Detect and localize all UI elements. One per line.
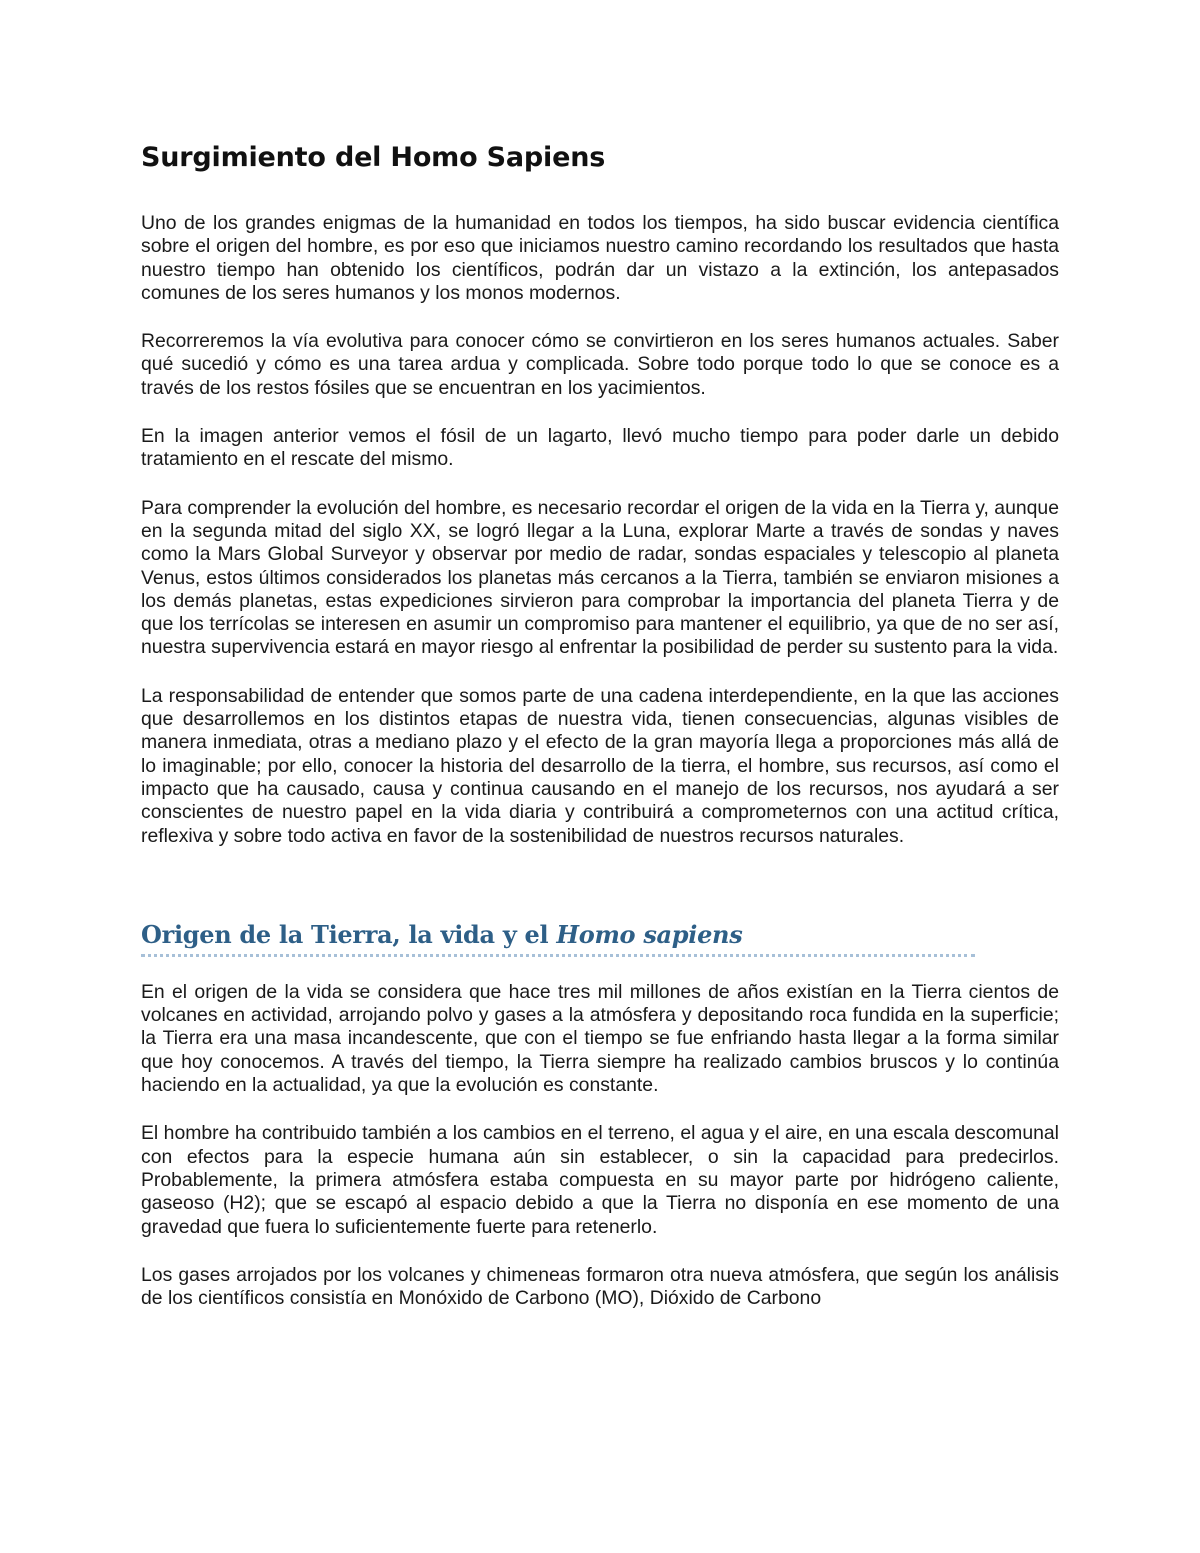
paragraph: Para comprender la evolución del hombre, es necesario recordar el origen de la vida en la Tierra y, aunque en la segunda mitad del siglo XX, se logró llegar a la Luna, explorar Marte a través de sondas y naves como la Mars Global Surveyor y observar por medio de radar, sondas espaciales y telescopio al planeta Venus, estos últimos considerados los planetas más cercanos a la Tierra, también se enviaron misiones a los demás planetas, estas expediciones sirvieron para comprobar la importancia del planeta Tierra y de que los terrícolas se interesen en asumir un compromiso para mantener el equilibrio, ya que de no ser así, nuestra supervivencia estará en mayor riesgo al enfrentar la posibilidad de perder su sustento para la vida. [141, 496, 1059, 659]
paragraph: Recorreremos la vía evolutiva para conocer cómo se convirtieron en los seres humanos actuales. Saber qué sucedió y cómo es una tarea ardua y complicada. Sobre todo porque todo lo que se conoce es a través de los restos fósiles que se encuentran en los yacimientos. [141, 330, 1059, 399]
section-spacer [141, 873, 1059, 919]
section-heading-italic: Homo sapiens [556, 919, 743, 949]
page-title: Surgimiento del Homo Sapiens [141, 142, 606, 173]
document-page [141, 140, 1059, 1310]
section-heading-text: Origen de la Tierra, la vida y el [141, 919, 557, 949]
paragraph: En la imagen anterior vemos el fósil de un lagarto, llevó mucho tiempo para poder darle un debido tratamiento en el rescate del mismo. [141, 425, 1059, 471]
paragraph: En el origen de la vida se considera que hace tres mil millones de años existían en la Tierra cientos de volcanes en actividad, arrojando polvo y gases a la atmósfera y depositando roca fundida en la superficie; la Tierra era una masa incandescente, que con el tiempo se fue enfriando hasta llegar a la forma similar que hoy conocemos. A través del tiempo, la Tierra siempre ha realizado cambios bruscos y lo continúa haciendo en la actualidad, ya que la evolución es constante. [141, 980, 1059, 1097]
paragraph: Uno de los grandes enigmas de la humanidad en todos los tiempos, ha sido buscar evidencia científica sobre el origen del hombre, es por eso que iniciamos nuestro camino recordando los resultados que hasta nuestro tiempo han obtenido los científicos, podrán dar un vistazo a la extinción, los antepasados comunes de los seres humanos y los monos modernos. [141, 212, 1059, 304]
paragraph: Los gases arrojados por los volcanes y chimeneas formaron otra nueva atmósfera, que según los análisis de los científicos consistía en Monóxido de Carbono (MO), Dióxido de Carbono [141, 1263, 1059, 1310]
section-heading [141, 919, 975, 957]
paragraph: El hombre ha contribuido también a los cambios en el terreno, el agua y el aire, en una escala descomunal con efectos para la especie humana aún sin establecer, o sin la capacidad para predecirlos. Probablemente, la primera atmósfera estaba compuesta en su mayor parte por hidrógeno caliente, gaseoso (H2); que se escapó al espacio debido a que la Tierra no disponía en ese momento de una gravedad que fuera lo suficientemente fuerte para retenerlo. [141, 1122, 1059, 1238]
paragraph: La responsabilidad de entender que somos parte de una cadena interdependiente, en la que las acciones que desarrollemos en los distintos etapas de nuestra vida, tienen consecuencias, algunas visibles de manera inmediata, otras a mediano plazo y el efecto de la gran mayoría llega a proporciones más allá de lo imaginable; por ello, conocer la historia del desarrollo de la tierra, el hombre, sus recursos, así como el impacto que ha causado, causa y continua causando en el manejo de los recursos, nos ayudará a ser conscientes de nuestro papel en la vida diaria y contribuirá a comprometernos con una actitud crítica, reflexiva y sobre todo activa en favor de la sostenibilidad de nuestros recursos naturales. [141, 684, 1059, 847]
